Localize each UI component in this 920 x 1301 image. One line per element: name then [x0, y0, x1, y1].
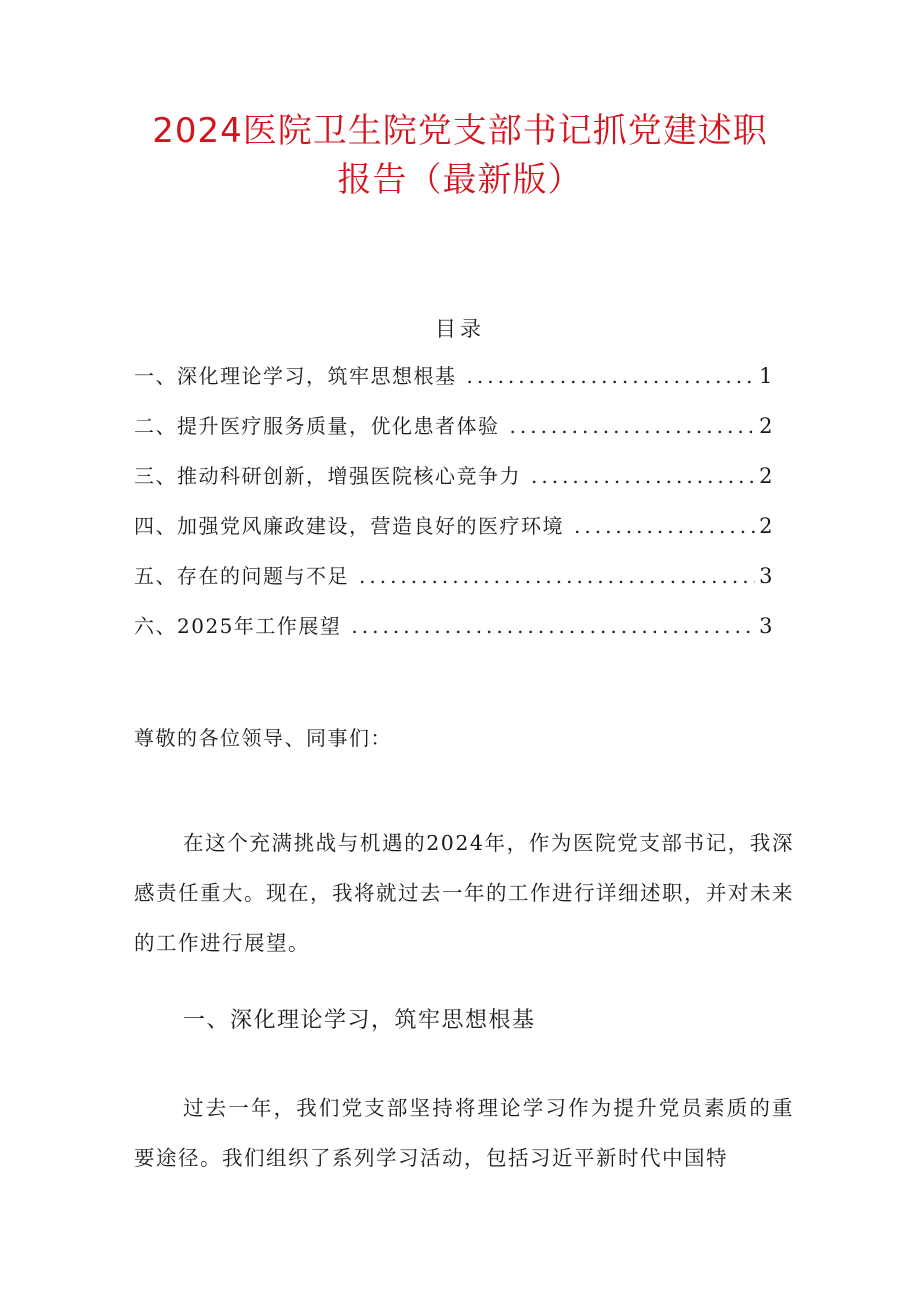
salutation: 尊敬的各位领导、同事们：	[134, 726, 392, 750]
toc-item-page: 2	[759, 414, 774, 438]
toc-item-page: 1	[759, 364, 774, 388]
toc-leader-dots	[467, 364, 756, 388]
toc-leader-dots	[531, 464, 755, 488]
toc-leader-dots	[351, 614, 755, 638]
toc-item-label: 二、提升医疗服务质量，优化患者体验	[134, 414, 500, 438]
table-of-contents	[134, 360, 774, 660]
toc-leader-dots	[359, 564, 755, 588]
toc-item[interactable]	[134, 410, 774, 460]
toc-item-page: 3	[759, 614, 774, 638]
toc-heading: 目录	[435, 317, 485, 341]
toc-item-label: 五、存在的问题与不足	[134, 564, 349, 588]
toc-leader-dots	[510, 414, 756, 438]
section-paragraph: 过去一年，我们党支部坚持将理论学习作为提升党员素质的重要途径。我们组织了系列学习活动，包括习近平新时代中国特	[134, 1096, 794, 1170]
toc-item[interactable]	[134, 360, 774, 410]
toc-item-page: 3	[759, 564, 774, 588]
toc-item-page: 2	[759, 464, 774, 488]
section-heading: 一、深化理论学习，筑牢思想根基	[183, 1008, 536, 1033]
toc-item-label: 六、2025年工作展望	[134, 614, 342, 638]
intro-paragraph: 在这个充满挑战与机遇的2024年，作为医院党支部书记，我深感责任重大。现在，我将就过去一年的工作进行详细述职，并对未来的工作进行展望。	[134, 831, 794, 955]
toc-item-label: 一、深化理论学习，筑牢思想根基	[134, 364, 457, 388]
document-title-line-2: 报告（最新版）	[337, 160, 583, 200]
toc-item-label: 三、推动科研创新，增强医院核心竞争力	[134, 464, 521, 488]
document-title-line-1: 2024医院卫生院党支部书记抓党建述职	[152, 111, 768, 151]
toc-item[interactable]	[134, 610, 774, 660]
toc-leader-dots	[574, 514, 755, 538]
toc-item-page: 2	[759, 514, 774, 538]
toc-item[interactable]	[134, 510, 774, 560]
toc-item[interactable]	[134, 460, 774, 510]
toc-item[interactable]	[134, 560, 774, 610]
toc-item-label: 四、加强党风廉政建设，营造良好的医疗环境	[134, 514, 564, 538]
